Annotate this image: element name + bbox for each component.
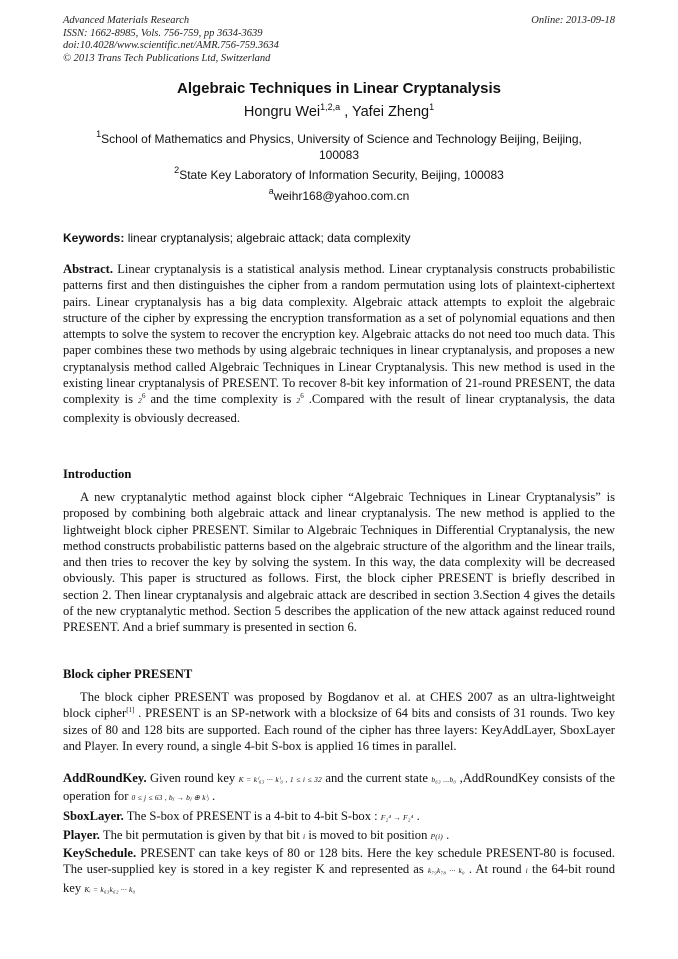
- bit-index-symbol: i: [302, 832, 306, 841]
- xor-formula: 0 ≤ j ≤ 63 , bⱼ → bⱼ ⊕ kⁱⱼ: [131, 793, 209, 803]
- present-text-1: The block cipher PRESENT was proposed by Bogdanov et al. at CHES 2007 as an ultra-lightweight block cipher: [63, 690, 615, 721]
- journal-doi: doi:10.4028/www.scientific.net/AMR.756-759.3634: [63, 40, 279, 51]
- keywords: [63, 231, 411, 245]
- sboxlayer-paragraph: [63, 808, 615, 826]
- player-text-3: .: [442, 828, 450, 842]
- keyschedule-text-2: . At round: [464, 862, 526, 877]
- keyschedule-paragraph: [63, 845, 615, 898]
- present-heading: Block cipher PRESENT: [63, 667, 193, 681]
- addroundkey-text-4: .: [208, 789, 216, 804]
- affiliation-1: [80, 131, 598, 163]
- round-index-symbol: i: [525, 866, 528, 876]
- player-text-1: The bit permutation is given by that bit: [99, 828, 303, 842]
- author-separator: ,: [340, 104, 352, 120]
- round-key-64-formula: Kᵢ = k₆₃k₆₂ ··· k₀: [84, 884, 136, 894]
- author-1-affil-mark: 1,2,a: [320, 102, 341, 112]
- journal-header: [63, 15, 279, 65]
- abstract: [63, 261, 615, 426]
- abstract-text-1: Linear cryptanalysis is a statistical analysis method. Linear cryptanalysis constructs probabilistic patterns first and then distinguishes the cipher from a random permutation using lots of plaintext-ciphertext pairs. Linear cryptanalysis has a big data complexity. Algebraic attack attempts to exploit the algebraic structure of the cipher by expressing the encryption transformation as a set of polynomial equations and then attempts to solve the system to recover the encryption key. Algebraic attacks do not need too much data. This paper combines these two methods by using algebraic techniques in linear cryptanalysis, and proposes a new cryptanalysis method called Algebraic Techniques in Linear Cryptanalysis. This new method is used in the existing linear cryptanalysis of PRESENT. To recover 8-bit key information of 21-round PRESENT, the data complexity is: [63, 262, 615, 407]
- addroundkey-label: AddRoundKey.: [63, 771, 147, 785]
- addroundkey-text-3: ,AddRoundKey consists of the operation for: [63, 771, 616, 804]
- addroundkey-text-1: Given round key: [146, 771, 239, 785]
- author-email: [80, 188, 598, 204]
- introduction-heading: Introduction: [63, 467, 132, 481]
- email-mark: a: [268, 186, 274, 196]
- author-line: [0, 104, 678, 120]
- online-date: Online: 2013-09-18: [531, 15, 615, 26]
- abstract-text-3: .Compared with the result of linear cryptanalysis, the data complexity is obviously decreased.: [63, 392, 615, 425]
- introduction-text: A new cryptanalytic method against block cipher “Algebraic Techniques in Linear Cryptanalysis” is proposed by combining both algebraic attack and linear cryptanalysis. The new method is applied to the lightweight block cipher PRESENT. Similar to Algebraic Techniques in Differential Cryptanalysis, the new method constructs probabilistic patterns based on the algebraic structure of the algorithm and the linear trails, and then tries to recover the key by solving the system. In this way, the data complexity will be decreased obviously. This paper is structured as follows. First, the block cipher PRESENT is briefly described in section 2. Then linear cryptanalysis and algebraic attack are described in section 3.Section 4 gives the details of the new cryptanalytic method. Section 5 describes the application of the new attack against reduced round PRESENT. And a brief summary is presented in section 6.: [63, 490, 615, 635]
- journal-copyright: © 2013 Trans Tech Publications Ltd, Switzerland: [63, 52, 271, 64]
- sboxlayer-label: SboxLayer.: [63, 809, 124, 823]
- abstract-label: Abstract.: [63, 262, 114, 276]
- author-1: Hongru Wei: [243, 104, 321, 120]
- journal-name: Advanced Materials Research: [63, 15, 190, 26]
- journal-issn: ISSN: 1662-8985, Vols. 756-759, pp 3634-3639: [63, 27, 263, 39]
- author-2-affil-mark: 1: [429, 102, 435, 112]
- affiliation-2-mark: 2: [174, 165, 180, 175]
- author-2: Yafei Zheng: [352, 104, 430, 120]
- affiliation-2-text: State Key Laboratory of Information Security, Beijing, 100083: [179, 168, 504, 182]
- affiliation-1-mark: 1: [96, 129, 102, 139]
- keyschedule-text-3: the 64-bit round key: [63, 862, 616, 895]
- key-register-formula: k₇₉k₇₈ ··· k₀: [427, 866, 465, 876]
- sboxlayer-text-1: The S-box of PRESENT is a 4-bit to 4-bit S-box :: [123, 809, 381, 823]
- state-formula: b₆₃ ...b₀: [431, 775, 457, 784]
- player-label: Player.: [63, 828, 100, 842]
- permutation-formula: P(i): [430, 832, 443, 841]
- player-text-2: is moved to bit position: [305, 828, 431, 842]
- affiliation-1-text: School of Mathematics and Physics, University of Science and Technology Beijing, Beijing, 100083: [101, 132, 582, 162]
- paper-title: Algebraic Techniques in Linear Cryptanalysis: [177, 80, 501, 97]
- present-text-2: . PRESENT is an SP-network with a blocksize of 64 bits and consists of 31 rounds. Two key sizes of 80 and 128 bits are supported. Each round of the cipher has three layers: KeyAddLayer, SboxLayer and Player. In every round, a single 4-bit S-box is applied 16 times in parallel.: [63, 706, 615, 753]
- time-complexity-exponent: 6: [300, 392, 304, 401]
- email-address: weihr168@yahoo.com.cn: [273, 189, 410, 203]
- sbox-formula: F₂⁴ → F₂⁴: [380, 813, 414, 822]
- addroundkey-paragraph: [63, 770, 615, 807]
- keywords-text: linear cryptanalysis; algebraic attack; data complexity: [124, 231, 411, 245]
- keywords-label: Keywords:: [63, 231, 125, 245]
- affiliation-2: [80, 167, 598, 183]
- keyschedule-text-1: PRESENT can take keys of 80 or 128 bits. Here the key schedule PRESENT-80 is focused. The user-supplied key is stored in a key register K and represented as: [63, 846, 615, 877]
- addroundkey-text-2: and the current state: [322, 771, 432, 785]
- player-paragraph: [63, 827, 615, 845]
- data-complexity-base: 2: [138, 396, 142, 406]
- time-complexity-base: 2: [296, 396, 301, 406]
- round-key-formula: K = kⁱ₆₃ ··· kⁱ₀ , 1 ≤ i ≤ 32: [238, 775, 323, 784]
- abstract-text-2: and the time complexity is: [145, 392, 297, 407]
- citation-mark: [1]: [126, 706, 135, 715]
- data-complexity-exponent: 6: [141, 392, 146, 401]
- sboxlayer-text-2: .: [413, 809, 420, 823]
- keyschedule-label: KeySchedule.: [63, 846, 137, 860]
- present-text: [63, 689, 615, 754]
